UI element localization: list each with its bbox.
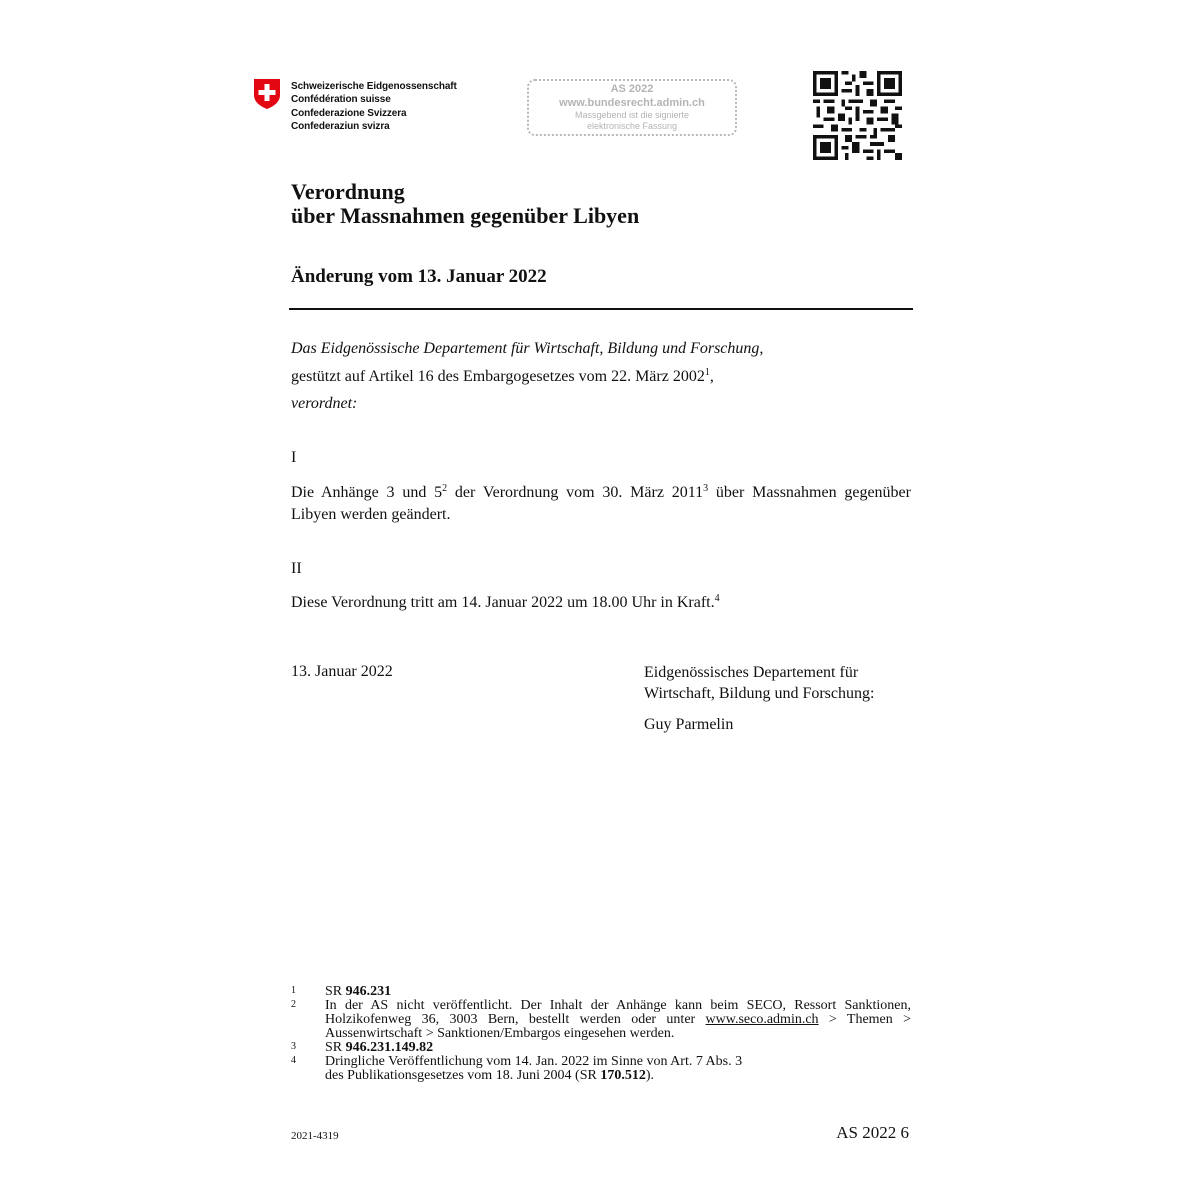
preamble-basis	[291, 366, 714, 388]
document-number: 2021-4319	[291, 1130, 339, 1142]
preamble-authority: Das Eidgenössische Departement für Wirtschaft, Bildung und Forschung,	[291, 340, 764, 357]
footnote-text-pre: SR	[325, 984, 346, 999]
stamp-line-note2: elektronische Fassung	[586, 121, 678, 131]
footnote-3	[291, 1041, 911, 1055]
title-line-1: Verordnung	[291, 179, 405, 204]
section-1-text-c: über Massnahmen gegenüber Libyen werden geändert.	[291, 484, 911, 523]
title-divider	[289, 308, 913, 310]
footnote-4	[291, 1055, 911, 1083]
section-1-text	[291, 482, 911, 526]
footnote-text	[325, 1055, 911, 1083]
footnote-line-2-pre: des Publikationsgesetzes vom 18. Juni 2004 (SR	[325, 1068, 601, 1083]
signature-department-line-1: Eidgenössisches Departement für	[644, 664, 859, 681]
preamble-basis-text: gestützt auf Artikel 16 des Embargogesetzes vom 22. März 2002	[291, 368, 705, 385]
footnote-text-main: In der AS nicht veröffentlicht. Der Inhalt der Anhänge kann beim SECO, Ressort Sanktionen, Holzikofenweg 36, 3003 Bern, bestellt werden oder unter	[325, 998, 911, 1027]
confederation-name-de: Schweizerische Eidgenossenschaft	[291, 81, 457, 92]
section-2-text	[291, 592, 720, 614]
section-1-text-b: der Verordnung vom 30. März 2011	[447, 484, 704, 501]
signature-department-line-2: Wirtschaft, Bildung und Forschung:	[644, 685, 875, 702]
footnote-text	[325, 985, 911, 999]
footnote-ref-4[interactable]: 4	[714, 593, 720, 604]
footnote-text-pre: SR	[325, 1040, 346, 1055]
footnote-number: 3	[291, 1041, 296, 1052]
preamble-basis-end: ,	[709, 368, 714, 385]
footnote-line-2-post: ).	[645, 1068, 654, 1083]
confederation-names	[291, 80, 457, 133]
signature-name: Guy Parmelin	[644, 716, 734, 733]
footnote-ref-2[interactable]: 2	[442, 483, 448, 494]
footnote-line-1: Dringliche Veröffentlichung vom 14. Jan. 2022 im Sinne von Art. 7 Abs. 3	[325, 1054, 743, 1069]
amendment-subtitle: Änderung vom 13. Januar 2022	[291, 266, 547, 287]
confederation-name-fr: Confédération suisse	[291, 94, 391, 106]
confederation-name-rm: Confederaziun svizra	[291, 120, 390, 132]
title-line-2: über Massnahmen gegenüber Libyen	[291, 203, 640, 228]
document-title	[291, 180, 639, 228]
stamp-line-note1: Massgebend ist die signierte	[574, 110, 690, 120]
footnote-ref-1[interactable]: 1	[704, 367, 710, 378]
footnote-ref-3[interactable]: 3	[703, 483, 709, 494]
footnote-number: 1	[291, 985, 296, 996]
seco-link[interactable]: www.seco.admin.ch	[705, 1012, 819, 1027]
stamp-line-url: www.bundesrecht.admin.ch	[559, 97, 705, 109]
footnote-2	[291, 999, 911, 1041]
footnote-sr-number: 946.231.149.82	[345, 1040, 434, 1055]
confederation-name-it: Confederazione Svizzera	[291, 107, 407, 119]
footnote-line-2	[325, 1069, 911, 1083]
section-1-text-a: Die Anhänge 3 und 5	[291, 484, 443, 501]
footnote-number: 4	[291, 1055, 296, 1066]
footnote-text	[325, 999, 911, 1041]
as-reference: AS 2022 6	[836, 1123, 909, 1142]
footnote-number: 2	[291, 999, 296, 1010]
qr-code-icon	[813, 71, 902, 160]
footnote-sr-number: 170.512	[600, 1068, 646, 1083]
footnote-text-post: > Themen > Aussenwirtschaft > Sanktionen/Embargos eingesehen werden.	[325, 1012, 911, 1041]
section-2-heading: II	[291, 560, 302, 577]
footnote-text	[325, 1041, 911, 1055]
section-1-heading: I	[291, 449, 297, 466]
footnotes	[291, 985, 911, 1083]
section-2-text-main: Diese Verordnung tritt am 14. Januar 2022 um 18.00 Uhr in Kraft.	[291, 594, 715, 611]
preamble-decree: verordnet:	[291, 395, 358, 412]
swiss-coat-of-arms-icon	[252, 78, 282, 110]
footnote-sr-number: 946.231	[345, 984, 392, 999]
official-publication-stamp	[527, 79, 737, 136]
signature-date: 13. Januar 2022	[291, 663, 393, 680]
footnote-1	[291, 985, 911, 999]
stamp-line-as: AS 2022	[610, 83, 654, 95]
